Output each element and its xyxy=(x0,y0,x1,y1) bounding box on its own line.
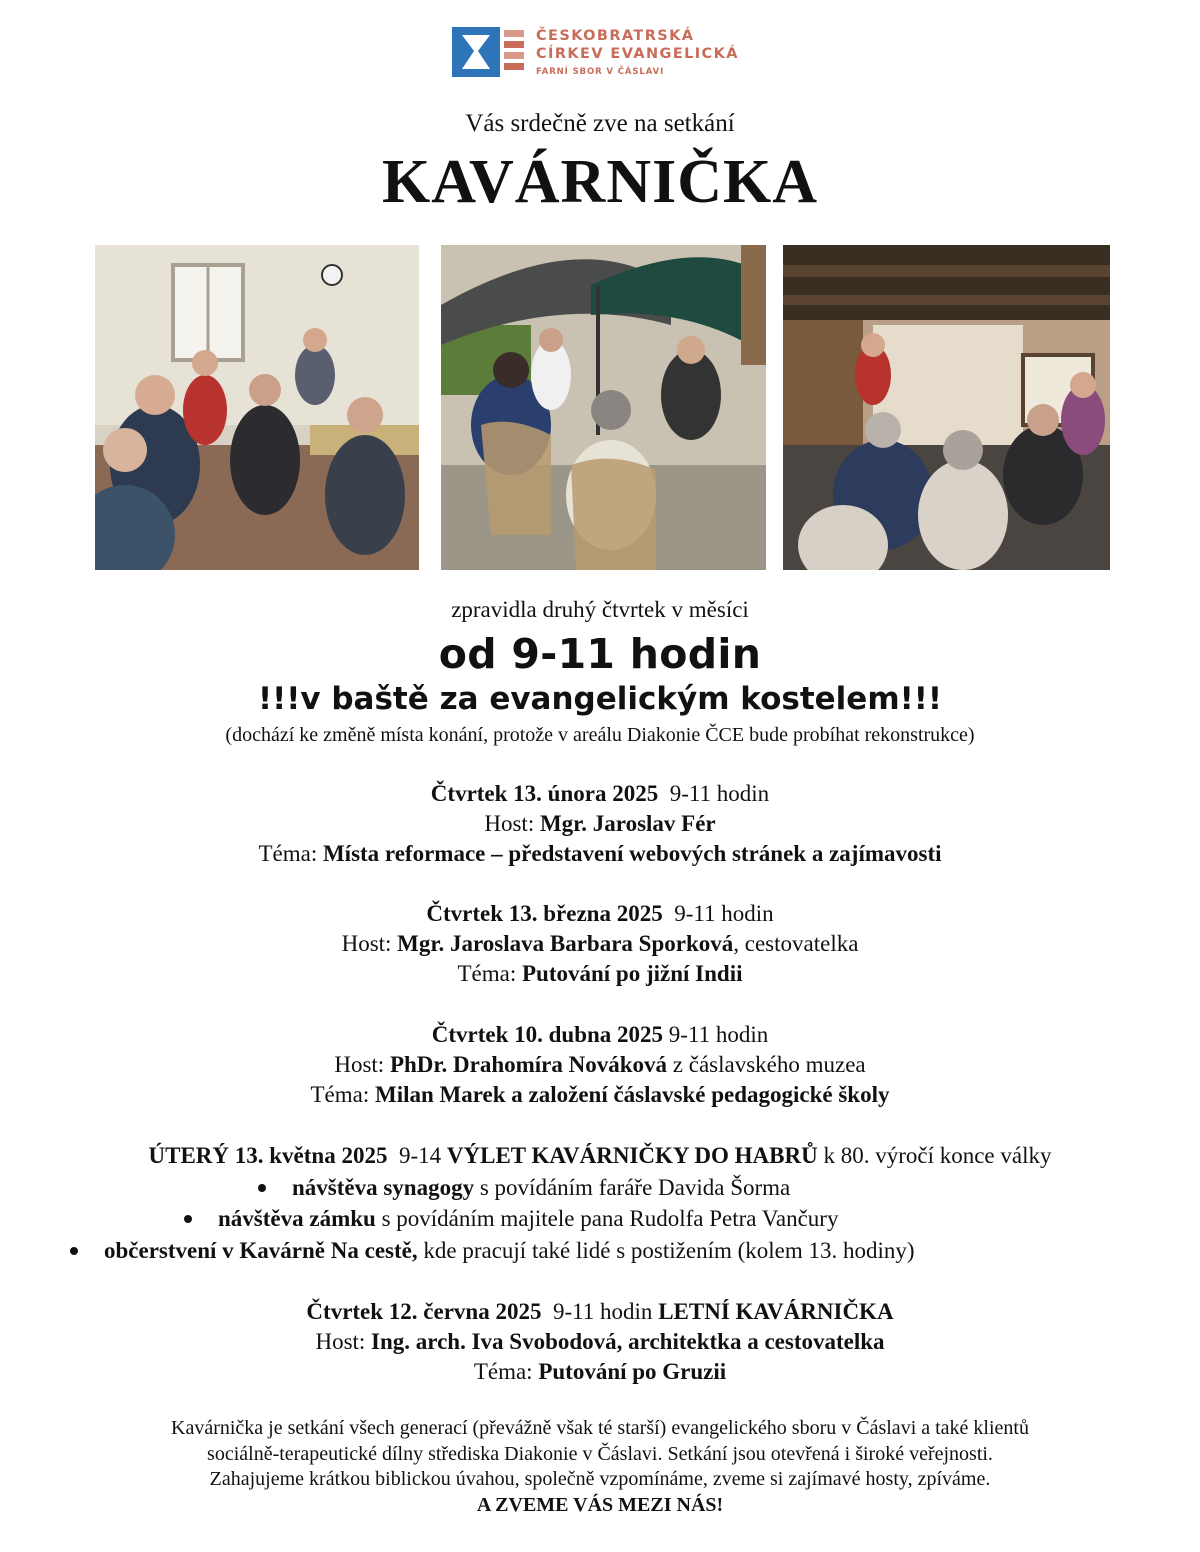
event-trip xyxy=(0,1141,1200,1171)
place-note: (dochází ke změně místa konání, protože v areálu Diakonie ČCE bude probíhat rekonstrukce) xyxy=(225,724,975,746)
event-date: Čtvrtek 13. února 2025 xyxy=(430,781,659,806)
logo-text xyxy=(536,27,776,79)
event-date: Čtvrtek 13. března 2025 xyxy=(426,901,663,926)
event-host: Mgr. Jaroslav Fér xyxy=(539,811,716,836)
invite-text: Vás srdečně zve na setkání xyxy=(465,110,735,137)
trip-date: ÚTERÝ 13. května 2025 xyxy=(148,1143,388,1168)
event-theme: Místa reformace – představení webových stránek a zajímavosti xyxy=(322,841,942,866)
logo-line-2: CÍRKEV EVANGELICKÁ xyxy=(536,46,739,62)
bullet-icon xyxy=(184,1215,192,1223)
event-host-extra: , cestovatelka xyxy=(733,931,859,956)
footer-description xyxy=(0,1416,1200,1518)
event-theme-line xyxy=(0,959,1200,989)
event-host-line xyxy=(0,1327,1200,1357)
trip-title: VÝLET KAVÁRNIČKY DO HABRŮ xyxy=(446,1143,818,1168)
trip-heading xyxy=(0,1141,1200,1171)
event-theme-line xyxy=(0,839,1200,869)
photo-strip xyxy=(95,245,1110,570)
host-label: Host: xyxy=(315,1329,366,1354)
event-time: 9-11 hodin xyxy=(552,1299,653,1324)
event-date-line xyxy=(0,779,1200,809)
theme-label: Téma: xyxy=(310,1082,370,1107)
event-host-line xyxy=(0,1050,1200,1080)
schedule-line: zpravidla druhý čtvrtek v měsíci xyxy=(451,597,749,622)
host-label: Host: xyxy=(484,811,535,836)
place-heading: !!!v baště za evangelickým kostelem!!! xyxy=(257,681,943,717)
event-host-line xyxy=(0,809,1200,839)
hours-heading: od 9-11 hodin xyxy=(438,630,762,678)
bullet-text: s povídáním faráře Davida Šorma xyxy=(474,1175,791,1200)
event-theme-line xyxy=(0,1080,1200,1110)
photo-garden-umbrella xyxy=(441,245,766,570)
trip-bullet-refreshment xyxy=(70,1236,915,1266)
event-host: Ing. arch. Iva Svobodová, architektka a cestovatelka xyxy=(371,1329,885,1354)
event-date-line xyxy=(0,1020,1200,1050)
footer-line-1: Kavárnička je setkání všech generací (převážně však té starší) evangelického sboru v Čáslavi a také klientů xyxy=(171,1417,1029,1439)
bullet-bold: návštěva synagogy xyxy=(292,1175,475,1200)
theme-label: Téma: xyxy=(258,841,318,866)
trip-extra: k 80. výročí konce války xyxy=(823,1143,1052,1168)
photo-indoor-meeting xyxy=(95,245,419,570)
bullet-bold: občerstvení v Kavárně Na cestě, xyxy=(104,1238,418,1263)
theme-label: Téma: xyxy=(457,961,517,986)
event-time: 9-11 hodin xyxy=(674,901,774,926)
trip-time: 9-14 xyxy=(398,1143,442,1168)
event-theme: Putování po jižní Indii xyxy=(522,961,743,986)
event-april xyxy=(0,1020,1200,1110)
bullet-text: kde pracují také lidé s postižením (kolem 13. hodiny) xyxy=(417,1238,915,1263)
trip-bullet-synagogue xyxy=(258,1173,790,1203)
event-host: PhDr. Drahomíra Nováková xyxy=(389,1052,668,1077)
event-march xyxy=(0,899,1200,989)
logo-line-1: ČESKOBRATRSKÁ xyxy=(536,28,695,44)
host-label: Host: xyxy=(341,931,392,956)
footer-line-2: sociálně-terapeutické dílny střediska Diakonie v Čáslavi. Setkání jsou otevřená i široké veřejnosti. xyxy=(207,1442,993,1465)
event-date: Čtvrtek 10. dubna 2025 xyxy=(431,1022,664,1047)
event-title: LETNÍ KAVÁRNIČKA xyxy=(658,1299,894,1324)
footer-line-4 xyxy=(0,1493,1200,1519)
bullet-bold: návštěva zámku xyxy=(218,1206,376,1231)
event-time: 9-11 hodin xyxy=(668,1022,769,1047)
event-theme-line xyxy=(0,1357,1200,1387)
event-theme: Putování po Gruzii xyxy=(538,1359,727,1384)
host-label: Host: xyxy=(334,1052,385,1077)
trip-bullet-castle xyxy=(184,1204,838,1234)
event-time: 9-11 hodin xyxy=(669,781,770,806)
event-date: Čtvrtek 12. června 2025 xyxy=(306,1299,542,1324)
event-date-line xyxy=(0,899,1200,929)
event-february xyxy=(0,779,1200,869)
chalice-logo-icon xyxy=(452,27,524,77)
footer-line-3: Zahajujeme krátkou biblickou úvahou, společně vzpomínáme, zveme si zajímavé hosty, zpíváme. xyxy=(209,1468,991,1490)
event-june xyxy=(0,1297,1200,1387)
footer-callout: A ZVEME VÁS MEZI NÁS! xyxy=(476,1493,724,1516)
event-theme: Milan Marek a založení čáslavské pedagogické školy xyxy=(374,1082,890,1107)
event-host: Mgr. Jaroslava Barbara Sporková xyxy=(397,931,734,956)
event-host-extra: z čáslavského muzea xyxy=(667,1052,866,1077)
page-title: KAVÁRNIČKA xyxy=(381,148,818,216)
bullet-icon xyxy=(258,1184,266,1192)
event-date-line xyxy=(0,1297,1200,1327)
bullet-icon xyxy=(70,1247,78,1255)
event-host-line xyxy=(0,929,1200,959)
church-logo xyxy=(452,27,752,81)
photo-kitchen-meeting xyxy=(783,245,1110,570)
bullet-text: s povídáním majitele pana Rudolfa Petra Vančury xyxy=(375,1206,839,1231)
logo-line-3: FARNÍ SBOR V ČÁSLAVI xyxy=(536,67,665,77)
theme-label: Téma: xyxy=(473,1359,533,1384)
